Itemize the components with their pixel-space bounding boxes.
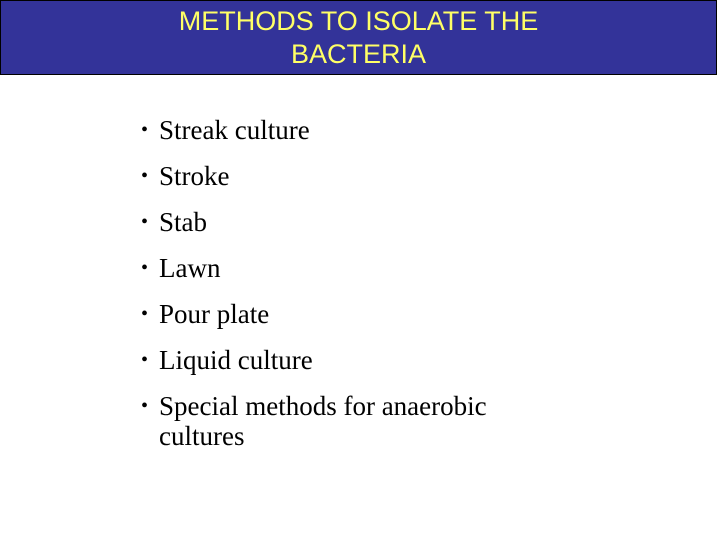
list-item xyxy=(141,253,701,283)
list-item xyxy=(141,345,701,375)
slide-title-line-1: METHODS TO ISOLATE THE xyxy=(178,5,539,36)
bullet-icon: • xyxy=(141,395,149,417)
list-item xyxy=(141,299,701,329)
bullet-icon: • xyxy=(141,303,149,325)
method-bullet-list xyxy=(141,115,701,467)
bullet-icon: • xyxy=(141,165,149,187)
bullet-text: Special methods for anaerobic cultures xyxy=(159,391,487,451)
bullet-icon: • xyxy=(141,349,149,371)
list-item xyxy=(141,161,701,191)
bullet-text: Streak culture xyxy=(159,115,310,145)
slide-title-line-2: BACTERIA xyxy=(290,38,427,69)
list-item xyxy=(141,207,701,237)
bullet-text: Liquid culture xyxy=(159,345,313,375)
bullet-text: Stroke xyxy=(159,161,230,191)
slide-title-bar xyxy=(0,0,717,75)
bullet-icon: • xyxy=(141,211,149,233)
bullet-text: Lawn xyxy=(159,253,221,283)
bullet-icon: • xyxy=(141,257,149,279)
bullet-text: Pour plate xyxy=(159,299,270,329)
bullet-text: Stab xyxy=(159,207,208,237)
bullet-icon: • xyxy=(141,119,149,141)
list-item xyxy=(141,115,701,145)
list-item xyxy=(141,391,701,451)
